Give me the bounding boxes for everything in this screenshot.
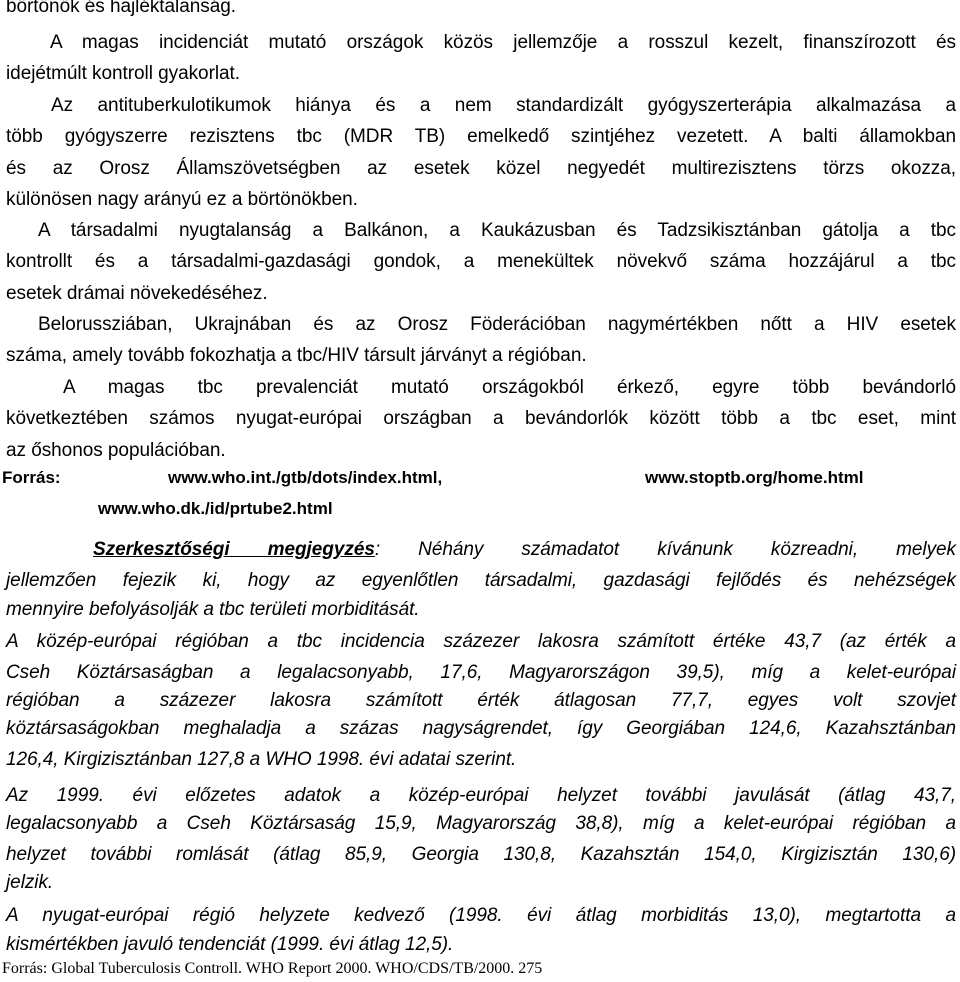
footer-source: Forrás: Global Tuberculosis Controll. WHO Report 2000. WHO/CDS/TB/2000. 275 <box>2 960 543 977</box>
text-line: 126,4, Kirgizisztánban 127,8 a WHO 1998. évi adatai szerint. <box>6 749 517 770</box>
text-line: több gyógyszerre rezisztens tbc (MDR TB) emelkedő szintjéhez vezetett. A balti államokban <box>6 126 956 147</box>
text-line: Az antituberkulotikumok hiánya és a nem standardizált gyógyszerterápia alkalmazása a <box>51 95 956 116</box>
text-line: mennyire befolyásolják a tbc területi morbiditását. <box>6 599 420 620</box>
text-line: jellemzően fejezik ki, hogy az egyenlőtlen társadalmi, gazdasági fejlődés és nehézségek <box>6 570 956 591</box>
text-line: következtében számos nyugat-európai országban a bevándorlók között több a tbc eset, mint <box>6 408 956 429</box>
editorial-note-heading: Szerkesztőségi megjegyzés <box>93 539 375 560</box>
text-line: az őshonos populációban. <box>6 440 226 461</box>
text-line: és az Orosz Államszövetségben az esetek közel negyedét multirezisztens törzs okozza, <box>6 158 956 179</box>
text-line: jelzik. <box>6 872 54 893</box>
text-line: legalacsonyabb a Cseh Köztársaság 15,9, Magyarország 38,8), míg a kelet-európai régióban a <box>6 813 956 834</box>
text-line: kismértékben javuló tendenciát (1999. évi átlag 12,5). <box>6 934 454 955</box>
text-line: esetek drámai növekedéséhez. <box>6 283 268 304</box>
editorial-text: Néhány számadatot kívánunk közreadni, melyek <box>380 539 956 560</box>
source-label: Forrás: <box>2 468 61 487</box>
text-line: kontrollt és a társadalmi-gazdasági gondok, a menekültek növekvő száma hozzájárul a tbc <box>6 251 956 272</box>
text-line: idejétmúlt kontroll gyakorlat. <box>6 63 240 84</box>
source-link[interactable]: www.who.dk./id/prtube2.html <box>98 499 333 518</box>
source-link[interactable]: www.stoptb.org/home.html <box>645 468 864 487</box>
text-line: A közép-európai régióban a tbc incidencia százezer lakosra számított értéke 43,7 (az érték a <box>6 631 956 652</box>
text-line: Cseh Köztársaságban a legalacsonyabb, 17,6, Magyarországon 39,5), míg a kelet-európai <box>6 662 956 683</box>
text-line: A társadalmi nyugtalanság a Balkánon, a Kaukázusban és Tadzsikisztánban gátolja a tbc <box>38 220 956 241</box>
text-line: különösen nagy arányú ez a börtönökben. <box>6 189 358 210</box>
editorial-colon: : <box>374 539 381 560</box>
text-line: A nyugat-európai régió helyzete kedvező (1998. évi átlag morbiditás 13,0), megtartotta a <box>6 905 956 926</box>
source-link[interactable]: www.who.int./gtb/dots/index.html, <box>168 468 443 487</box>
text-line: Belorussziában, Ukrajnában és az Orosz Föderációban nagymértékben nőtt a HIV esetek <box>38 314 956 335</box>
text-line: börtönök és hajléktalanság. <box>6 0 236 17</box>
text-line: A magas incidenciát mutató országok közös jellemzője a rosszul kezelt, finanszírozott és <box>50 32 956 53</box>
text-line: helyzet további romlását (átlag 85,9, Georgia 130,8, Kazahsztán 154,0, Kirgizisztán 130,6) <box>6 844 956 865</box>
text-line: A magas tbc prevalenciát mutató országokból érkező, egyre több bevándorló <box>63 377 956 398</box>
text-line: száma, amely tovább fokozhatja a tbc/HIV társult járványt a régióban. <box>6 345 587 366</box>
text-line: köztársaságokban meghaladja a százas nagyságrendet, így Georgiában 124,6, Kazahsztánban <box>6 718 956 739</box>
text-line: régióban a százezer lakosra számított érték átlagosan 77,7, egyes volt szovjet <box>6 690 956 711</box>
editorial-note-line <box>93 538 956 562</box>
text-line: Az 1999. évi előzetes adatok a közép-európai helyzet további javulását (átlag 43,7, <box>6 785 956 806</box>
